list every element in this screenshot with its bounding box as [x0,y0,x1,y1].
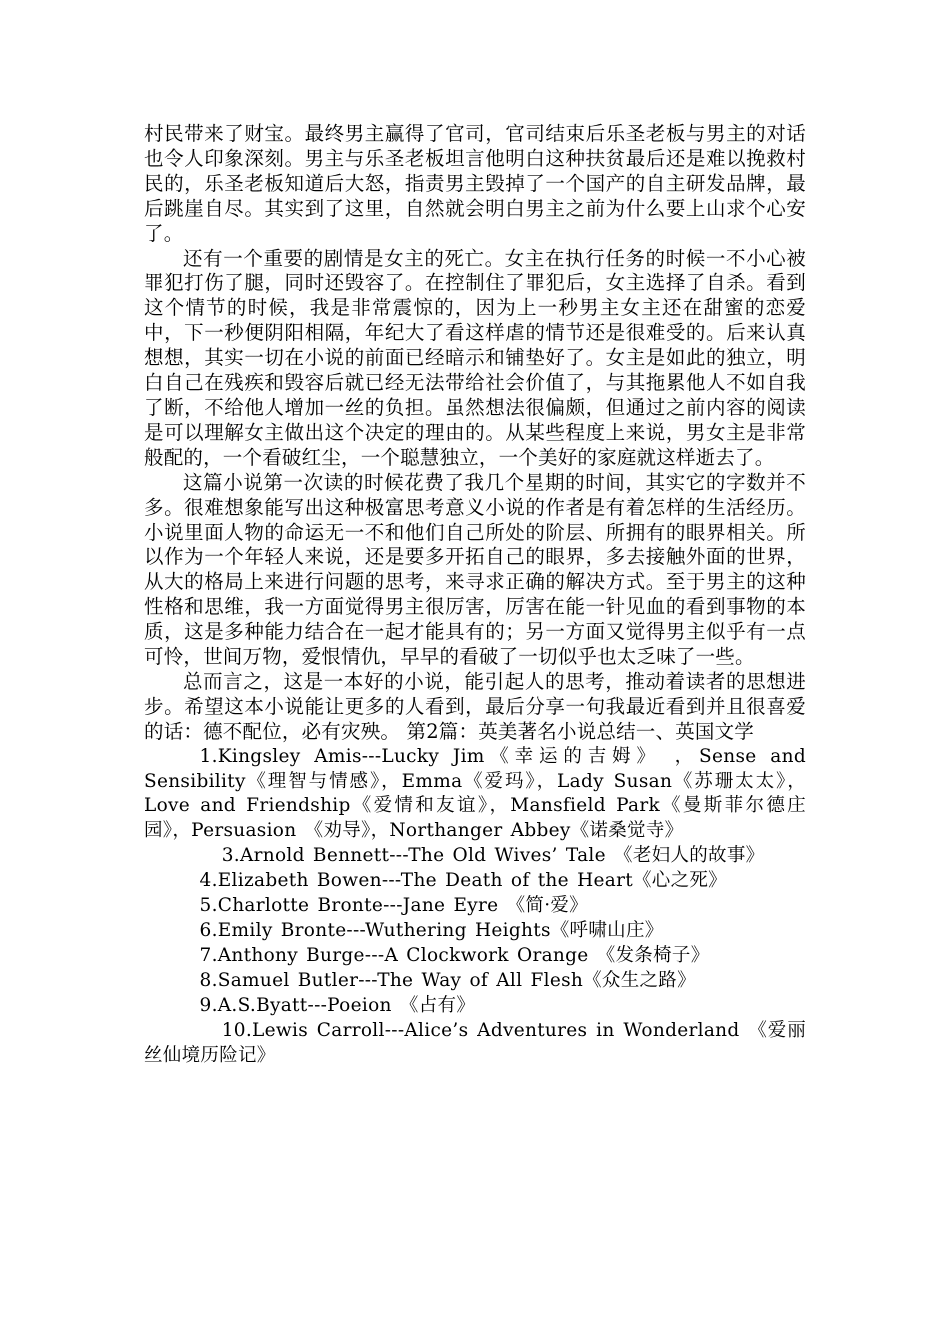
body-paragraph: 总而言之，这是一本好的小说，能引起人的思考，推动着读者的思想进步。希望这本小说能让更多的人看到，最后分享一句我最近看到并且很喜爱的话：德不配位，必有灾殃。 第2篇：英美著名小说总结一、英国文学 [144,669,806,743]
list-item: 10.Lewis Carroll---Alice’s Adventures in Wonderland 《爱丽丝仙境历险记》 [144,1019,806,1066]
body-paragraph: 还有一个重要的剧情是女主的死亡。女主在执行任务的时候一不小心被罪犯打伤了腿，同时还毁容了。在控制住了罪犯后，女主选择了自杀。看到这个情节的时候，我是非常震惊的，因为上一秒男主女主还在甜蜜的恋爱中，下一秒便阴阳相隔，年纪大了看这样虐的情节还是很难受的。后来认真想想，其实一切在小说的前面已经暗示和铺垫好了。女主是如此的独立，明白自己在残疾和毁容后就已经无法带给社会价值了，与其拖累他人不如自我了断，不给他人增加一丝的负担。虽然想法很偏颇，但通过之前内容的阅读是可以理解女主做出这个决定的理由的。从某些程度上来说，男女主是非常般配的，一个看破红尘，一个聪慧独立，一个美好的家庭就这样逝去了。 [144,246,806,469]
list-item: 7.Anthony Burge---A Clockwork Orange 《发条椅子》 [199,944,710,966]
novel-list [144,745,806,1069]
list-item: 6.Emily Bronte---Wuthering Heights《呼啸山庄》 [199,920,664,941]
list-item: 9.A.S.Byatt---Poeion 《占有》 [199,994,476,1016]
list-item: 8.Samuel Butler---The Way of All Flesh《众生之路》 [199,969,696,991]
list-item: 3.Arnold Bennett---The Old Wives’ Tale 《老妇人的故事》 [221,845,765,867]
body-paragraph: 这篇小说第一次读的时候花费了我几个星期的时间，其实它的字数并不多。很难想象能写出这种极富思考意义小说的作者是有着怎样的生活经历。小说里面人物的命运无一不和他们自己所处的阶层、所拥有的眼界相关。所以作为一个年轻人来说，还是要多开拓自己的眼界，多去接触外面的世界，从大的格局上来进行问题的思考，来寻求正确的解决方式。至于男主的这种性格和思维，我一方面觉得男主很厉害，厉害在能一针见血的看到事物的本质，这是多种能力结合在一起才能具有的；另一方面又觉得男主似乎有一点可怜，世间万物，爱恨情仇，早早的看破了一切似乎也太乏味了一些。 [144,470,806,669]
list-item: 4.Elizabeth Bowen---The Death of the Heart《心之死》 [199,870,727,892]
list-item: 5.Charlotte Bronte---Jane Eyre 《简·爱》 [199,895,588,917]
list-item: 1.Kingsley Amis---Lucky Jim《幸运的吉姆》 ，Sense and Sensibility《理智与情感》，Emma《爱玛》，Lady Susan《苏珊太太》，Love and Friendship《爱情和友谊》，Mansfield Park《曼斯菲尔德庄园》，Persuasion 《劝导》，Northanger Abbey《诺桑觉寺》 [144,745,806,842]
body-paragraph: 村民带来了财宝。最终男主赢得了官司，官司结束后乐圣老板与男主的对话也令人印象深刻。男主与乐圣老板坦言他明白这种扶贫最后还是难以挽救村民的，乐圣老板知道后大怒，指责男主毁掉了一个国产的自主研发品牌，最后跳崖自尽。其实到了这里，自然就会明白男主之前为什么要上山求个心安了。 [144,122,806,245]
document-page [144,122,806,1068]
